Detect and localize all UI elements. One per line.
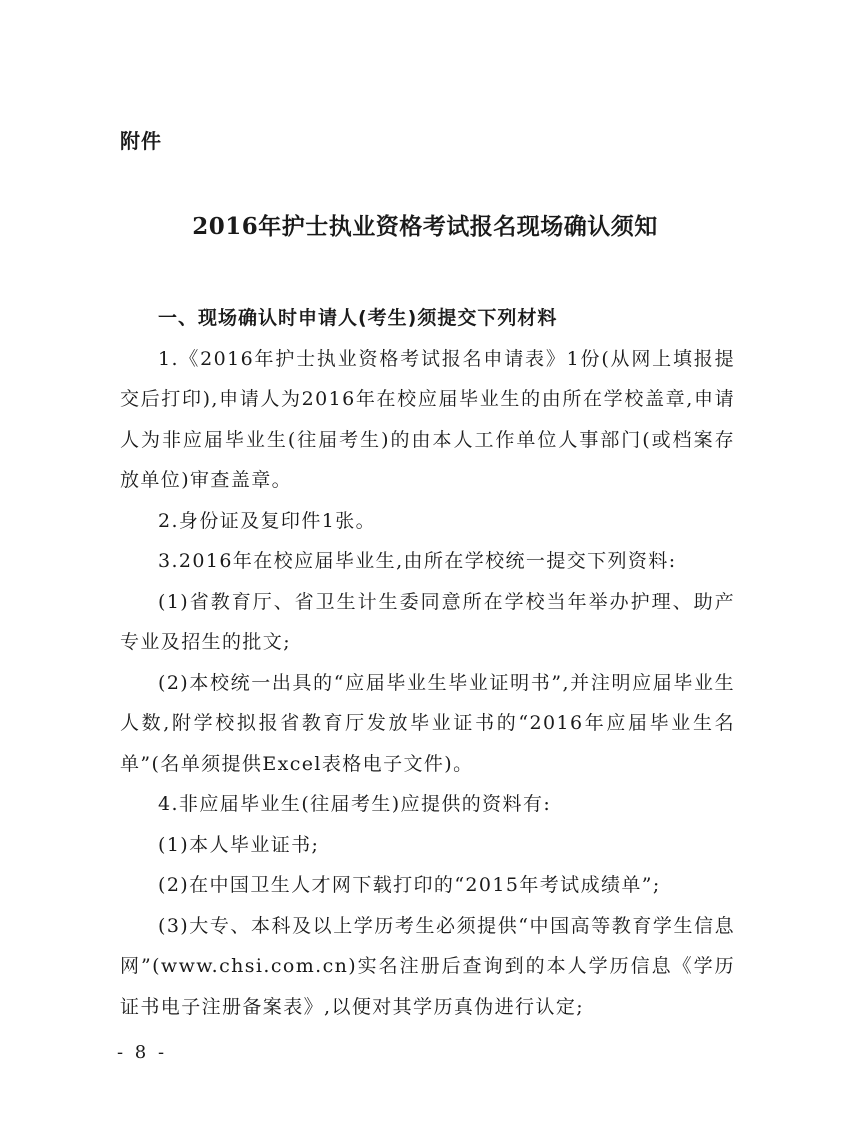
- paragraph-item-4: 4.非应届毕业生(往届考生)应提供的资料有:: [158, 793, 552, 815]
- section-heading: 一、现场确认时申请人(考生)须提交下列材料: [158, 307, 558, 329]
- page-number: - 8 -: [117, 1042, 168, 1063]
- paragraph-item-2: 2.身份证及复印件1张。: [158, 509, 377, 532]
- document-title: 2016年护士执业资格考试报名现场确认须知: [192, 213, 658, 240]
- attachment-label: 附件: [120, 129, 162, 153]
- paragraph-item-4-3: (3)大专、本科及以上学历考生必须提供“中国高等教育学生信息网”(www.chsi.com.cn)实名注册后查询到的本人学历信息《学历证书电子注册备案表》,以便对其学历真伪进行认定;: [120, 914, 735, 1018]
- paragraph-item-3-1: (1)省教育厅、省卫生计生委同意所在学校当年举办护理、助产专业及招生的批文;: [120, 590, 735, 653]
- document-body: [120, 298, 735, 1027]
- paragraph-item-4-2: (2)在中国卫生人才网下载打印的“2015年考试成绩单”;: [158, 874, 661, 896]
- paragraph-item-4-1: (1)本人毕业证书;: [158, 833, 320, 856]
- paragraph-item-3-2: (2)本校统一出具的“应届毕业生毕业证明书”,并注明应届毕业生人数,附学校拟报省教育厅发放毕业证书的“2016年应届毕业生名单”(名单须提供Excel表格电子文件)。: [120, 671, 735, 775]
- paragraph-item-3: 3.2016年在校应届毕业生,由所在学校统一提交下列资料:: [158, 550, 677, 572]
- paragraph-item-1: 1.《2016年护士执业资格考试报名申请表》1份(从网上填报提交后打印),申请人为2016年在校应届毕业生的由所在学校盖章,申请人为非应届毕业生(往届考生)的由本人工作单位人事部门(或档案存放单位)审查盖章。: [120, 347, 735, 491]
